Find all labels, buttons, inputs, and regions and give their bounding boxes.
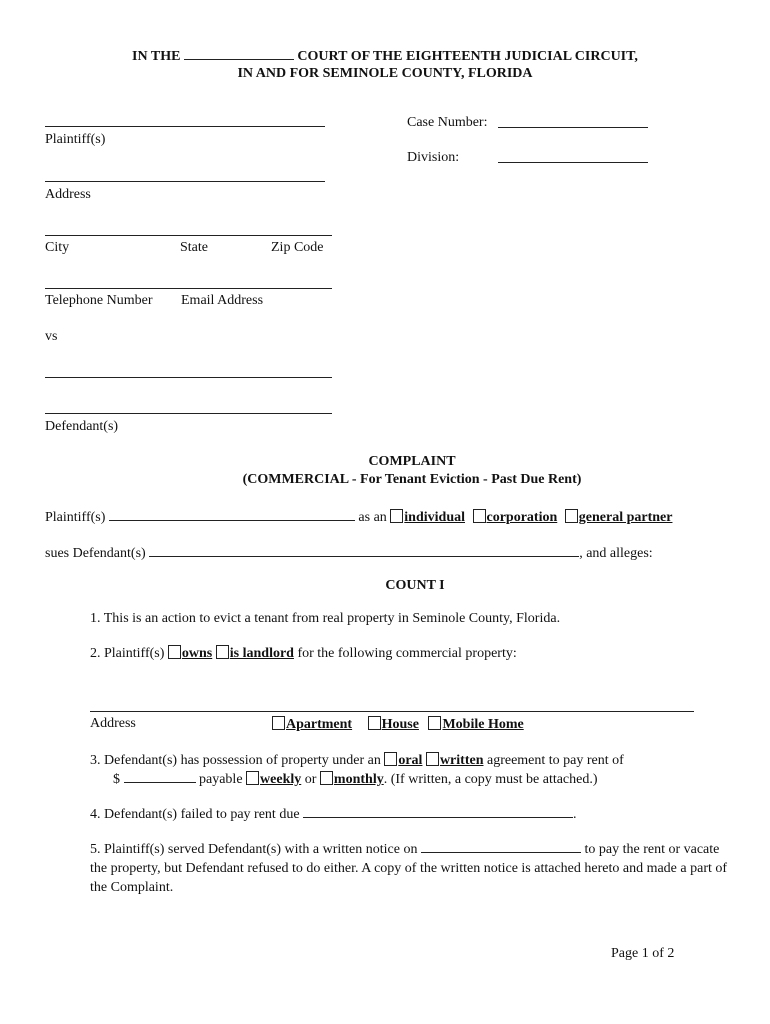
rent-amount-field[interactable] (124, 770, 196, 783)
division-label: Division: (407, 150, 460, 165)
count-item-3 (90, 752, 624, 769)
item4-prefix: 4. Defendant(s) failed to pay rent due (90, 807, 300, 822)
zip-label: Zip Code (271, 240, 324, 255)
item5-suffix: to pay the rent or vacate the property, but Defendant refused to do either. A copy of the written notice is attached hereto and made a part of the Complaint. (90, 842, 728, 895)
owns-label: owns (181, 646, 213, 661)
defendant-name-field-2[interactable] (45, 413, 332, 414)
item3-prefix: 3. Defendant(s) has possession of property under an (90, 753, 381, 768)
corporation-checkbox[interactable] (473, 509, 486, 523)
general-partner-checkbox[interactable] (565, 509, 578, 523)
property-address-field[interactable] (90, 711, 694, 712)
item3-suffix: agreement to pay rent of (486, 753, 624, 768)
vs-label: vs (45, 329, 58, 344)
payable-text: payable (199, 772, 243, 787)
written-label: written (439, 753, 484, 768)
corporation-label: corporation (486, 510, 558, 525)
address-field[interactable] (45, 181, 325, 182)
property-address-label: Address (90, 716, 136, 731)
dollar-sign: $ (113, 772, 120, 787)
mobile-home-label: Mobile Home (442, 717, 524, 732)
count-item-4 (90, 805, 577, 823)
court-suffix: COURT OF THE EIGHTEENTH JUDICIAL CIRCUIT, (297, 49, 638, 64)
defendant-name-field-1[interactable] (45, 377, 332, 378)
owns-checkbox[interactable] (168, 645, 181, 659)
email-label: Email Address (181, 293, 264, 308)
state-label: State (180, 240, 208, 255)
sues-defendant-line (45, 544, 653, 562)
landlord-checkbox[interactable] (216, 645, 229, 659)
as-an-text: as an (358, 510, 387, 525)
monthly-checkbox[interactable] (320, 771, 333, 785)
city-state-zip-field[interactable] (45, 235, 332, 236)
page-number: Page 1 of 2 (611, 946, 675, 961)
rent-due-field[interactable] (303, 805, 573, 818)
weekly-label: weekly (260, 772, 302, 787)
sues-suffix: , and alleges: (579, 546, 653, 561)
written-checkbox[interactable] (426, 752, 439, 766)
court-name-field[interactable] (184, 47, 294, 60)
item5-prefix: 5. Plaintiff(s) served Defendant(s) with a written notice on (90, 842, 418, 857)
notice-date-field[interactable] (421, 840, 581, 853)
house-label: House (381, 717, 419, 732)
count-item-2 (90, 645, 517, 662)
complaint-title: COMPLAINT (368, 454, 456, 469)
item2-suffix: for the following commercial property: (297, 646, 517, 661)
sues-defendant-field[interactable] (149, 544, 579, 557)
weekly-checkbox[interactable] (246, 771, 259, 785)
plaintiff-intro-field[interactable] (109, 508, 355, 521)
count-item-1: 1. This is an action to evict a tenant from real property in Seminole County, Florida. (90, 611, 561, 626)
monthly-label: monthly (333, 772, 384, 787)
mobile-home-checkbox[interactable] (428, 716, 441, 730)
individual-label: individual (404, 510, 465, 525)
division-field[interactable] (498, 162, 648, 163)
plaintiff-intro-line (45, 508, 672, 526)
count-item-5 (90, 840, 730, 897)
general-partner-label: general partner (578, 510, 673, 525)
individual-checkbox[interactable] (390, 509, 403, 523)
plaintiff-label: Plaintiff(s) (45, 132, 106, 147)
item4-suffix: . (573, 807, 577, 822)
address-label: Address (45, 187, 91, 202)
oral-checkbox[interactable] (384, 752, 397, 766)
phone-email-field[interactable] (45, 288, 332, 289)
house-checkbox[interactable] (368, 716, 381, 730)
phone-label: Telephone Number (45, 293, 153, 308)
court-prefix: IN THE (132, 49, 181, 64)
landlord-label: is landlord (229, 646, 294, 661)
count-heading: COUNT I (385, 578, 445, 593)
plaintiff-intro-prefix: Plaintiff(s) (45, 510, 106, 525)
property-type-options (272, 716, 524, 733)
defendant-label: Defendant(s) (45, 419, 119, 434)
apartment-checkbox[interactable] (272, 716, 285, 730)
count-item-3-line2 (113, 770, 598, 788)
plaintiff-name-field[interactable] (45, 126, 325, 127)
case-number-field[interactable] (498, 127, 648, 128)
item2-prefix: 2. Plaintiff(s) (90, 646, 165, 661)
complaint-subtitle: (COMMERCIAL - For Tenant Eviction - Past Due Rent) (242, 472, 582, 487)
city-label: City (45, 240, 70, 255)
sues-prefix: sues Defendant(s) (45, 546, 146, 561)
oral-label: oral (398, 753, 423, 768)
item3b-suffix: . (If written, a copy must be attached.) (383, 772, 598, 787)
court-heading-line1 (0, 47, 770, 65)
apartment-label: Apartment (286, 717, 353, 732)
case-number-label: Case Number: (407, 115, 488, 130)
court-heading-line2: IN AND FOR SEMINOLE COUNTY, FLORIDA (237, 66, 533, 81)
or-text: or (304, 772, 317, 787)
